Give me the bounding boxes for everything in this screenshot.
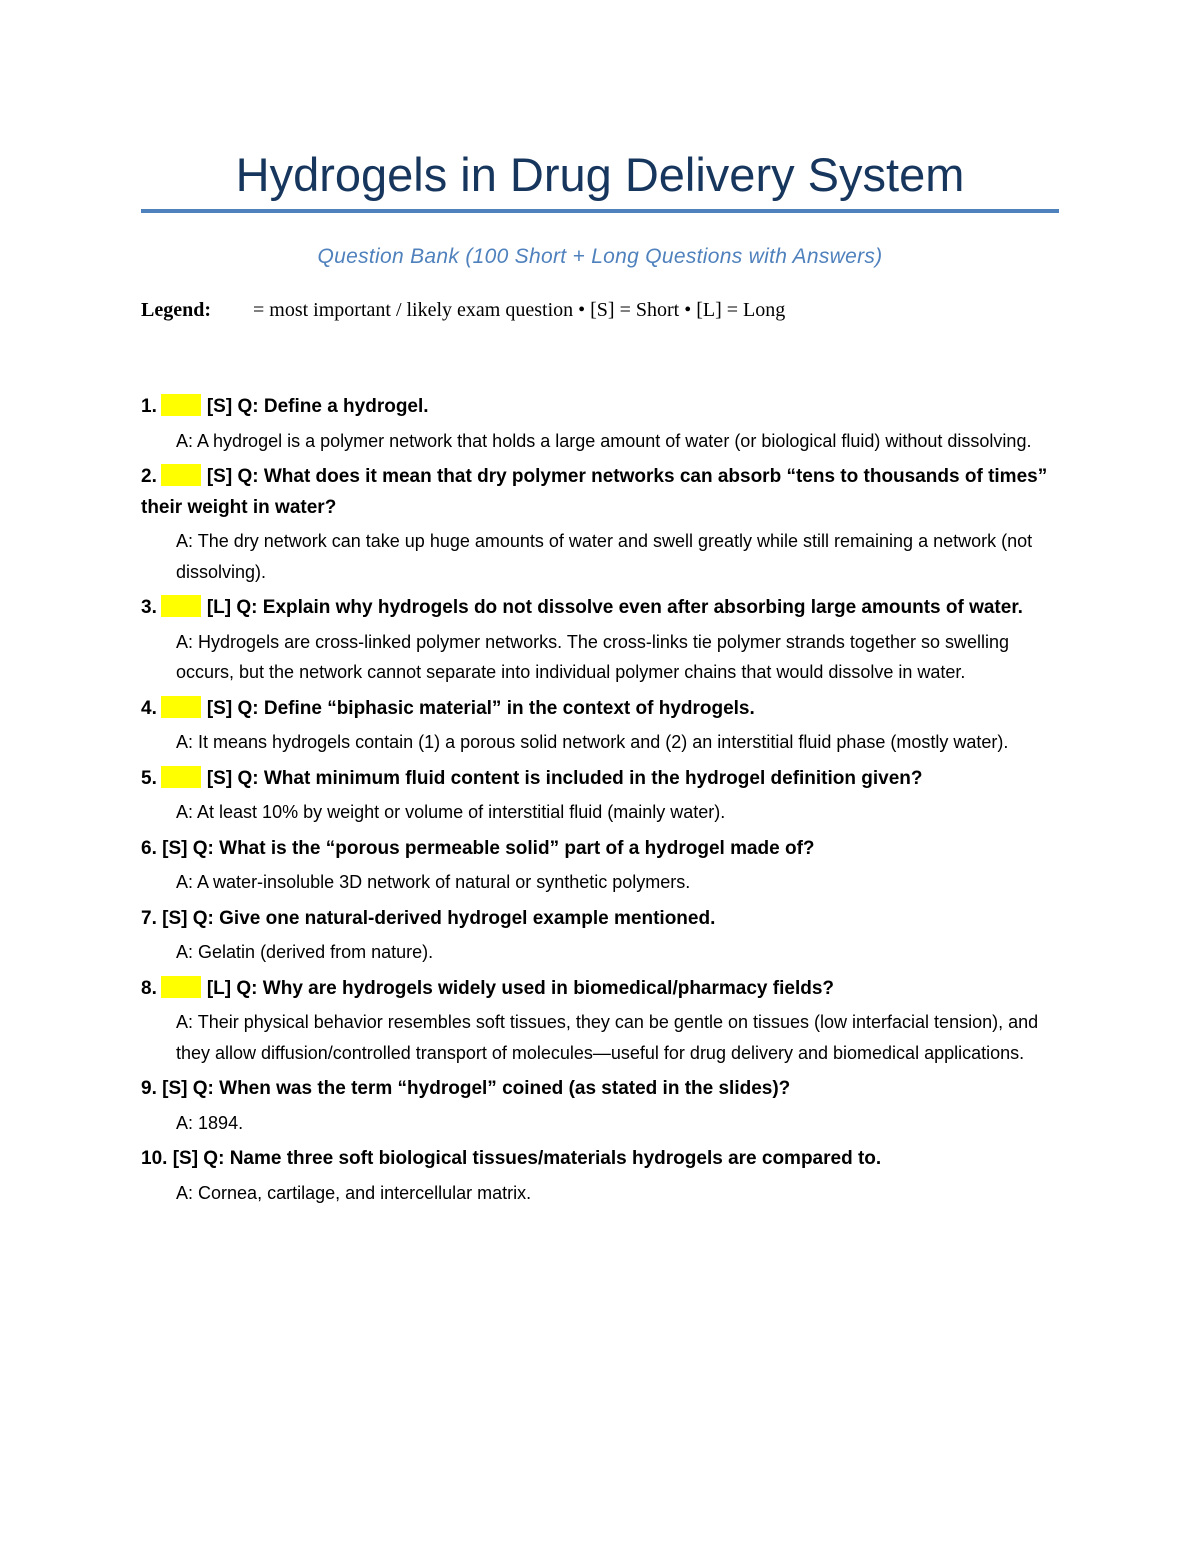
answer-block <box>141 867 1061 898</box>
answer-text: The dry network can take up huge amounts of water and swell greatly while still remaining a network (not dissolving). <box>176 531 1033 582</box>
important-highlight-marker <box>161 696 201 718</box>
question-line <box>141 462 1061 523</box>
answer-label: A: <box>176 631 194 652</box>
question-line <box>141 593 1061 624</box>
important-highlight-marker <box>161 394 201 416</box>
important-highlight-marker <box>161 976 201 998</box>
question-line <box>141 904 1061 935</box>
question-text: [S] Q: What is the “porous permeable solid” part of a hydrogel made of? <box>162 837 815 859</box>
answer-text: At least 10% by weight or volume of interstitial fluid (mainly water). <box>197 802 726 822</box>
answer-text: A water-insoluble 3D network of natural or synthetic polymers. <box>197 872 691 892</box>
question-text: [S] Q: What minimum fluid content is included in the hydrogel definition given? <box>206 767 923 789</box>
question-item <box>141 764 1061 828</box>
answer-label: A: <box>176 802 194 822</box>
answer-block <box>141 526 1061 587</box>
question-number: 9. <box>141 1078 157 1099</box>
question-text: [S] Q: Define “biphasic material” in the context of hydrogels. <box>206 697 755 719</box>
legend-label: Legend: <box>141 299 211 321</box>
question-text: [S] Q: What does it mean that dry polymer networks can absorb “tens to thousands of times” their weight in water? <box>141 466 1048 518</box>
question-line <box>141 974 1061 1005</box>
answer-label: A: <box>176 732 194 752</box>
question-text: [S] Q: Give one natural-derived hydrogel example mentioned. <box>162 907 716 929</box>
answer-label: A: <box>176 430 194 451</box>
answer-label: A: <box>176 1112 194 1133</box>
answer-block <box>141 1178 1061 1209</box>
question-text: [S] Q: Define a hydrogel. <box>206 396 429 417</box>
legend <box>141 296 785 324</box>
page-subtitle: Question Bank (100 Short + Long Questions with Answers) <box>317 245 883 268</box>
answer-block <box>141 937 1061 968</box>
answer-label: A: <box>176 942 194 962</box>
question-item <box>141 1074 1061 1138</box>
question-number: 3. <box>141 597 157 618</box>
answer-block <box>141 797 1061 828</box>
question-line <box>141 1144 1061 1175</box>
question-item <box>141 694 1061 758</box>
question-number: 4. <box>141 697 157 719</box>
question-number: 1. <box>141 396 157 417</box>
answer-text: It means hydrogels contain (1) a porous solid network and (2) an interstitial fluid phase (mostly water). <box>198 732 1009 752</box>
question-number: 5. <box>141 767 157 789</box>
answer-text: Cornea, cartilage, and intercellular matrix. <box>198 1182 532 1203</box>
question-item <box>141 974 1061 1069</box>
answer-text: Gelatin (derived from nature). <box>198 942 434 962</box>
question-line <box>141 392 1061 423</box>
question-item <box>141 593 1061 688</box>
answer-block <box>141 426 1061 457</box>
question-text: [L] Q: Why are hydrogels widely used in biomedical/pharmacy fields? <box>206 977 834 999</box>
question-number: 7. <box>141 907 157 929</box>
important-highlight-marker <box>161 464 201 486</box>
answer-block <box>141 1007 1061 1068</box>
question-item <box>141 392 1061 456</box>
answer-label: A: <box>176 872 194 892</box>
question-item <box>141 834 1061 898</box>
question-number: 6. <box>141 837 157 859</box>
answer-block <box>141 627 1061 688</box>
question-list <box>141 392 1061 1208</box>
question-line <box>141 834 1061 865</box>
answer-text: A hydrogel is a polymer network that holds a large amount of water (or biological fluid) without dissolving. <box>197 430 1032 451</box>
answer-block <box>141 727 1061 758</box>
answer-label: A: <box>176 1012 194 1032</box>
question-text: [S] Q: Name three soft biological tissues/materials hydrogels are compared to. <box>172 1148 882 1169</box>
question-text: [S] Q: When was the term “hydrogel” coined (as stated in the slides)? <box>162 1078 791 1099</box>
answer-text: 1894. <box>198 1112 244 1133</box>
question-item <box>141 1144 1061 1208</box>
question-item <box>141 462 1061 587</box>
legend-text: = most important / likely exam question • [S] = Short • [L] = Long <box>253 299 786 321</box>
question-number: 2. <box>141 466 157 487</box>
question-text: [L] Q: Explain why hydrogels do not dissolve even after absorbing large amounts of water. <box>206 597 1023 618</box>
question-line <box>141 694 1061 725</box>
important-highlight-marker <box>161 766 201 788</box>
question-item <box>141 904 1061 968</box>
question-number: 10. <box>141 1148 168 1169</box>
title-underline <box>141 209 1059 213</box>
answer-label: A: <box>176 1182 194 1203</box>
question-number: 8. <box>141 977 157 999</box>
question-line <box>141 764 1061 795</box>
answer-block <box>141 1108 1061 1139</box>
page-title: Hydrogels in Drug Delivery System <box>235 148 965 201</box>
answer-label: A: <box>176 531 194 551</box>
question-line <box>141 1074 1061 1105</box>
answer-text: Their physical behavior resembles soft tissues, they can be gentle on tissues (low interfacial tension), and they allow diffusion/controlled transport of molecules—useful for drug delivery and biomedical applications. <box>176 1012 1039 1063</box>
answer-text: Hydrogels are cross-linked polymer networks. The cross-links tie polymer strands together so swelling occurs, but the network cannot separate into individual polymer chains that would dissolve in water. <box>176 631 1010 682</box>
important-highlight-marker <box>161 595 201 617</box>
